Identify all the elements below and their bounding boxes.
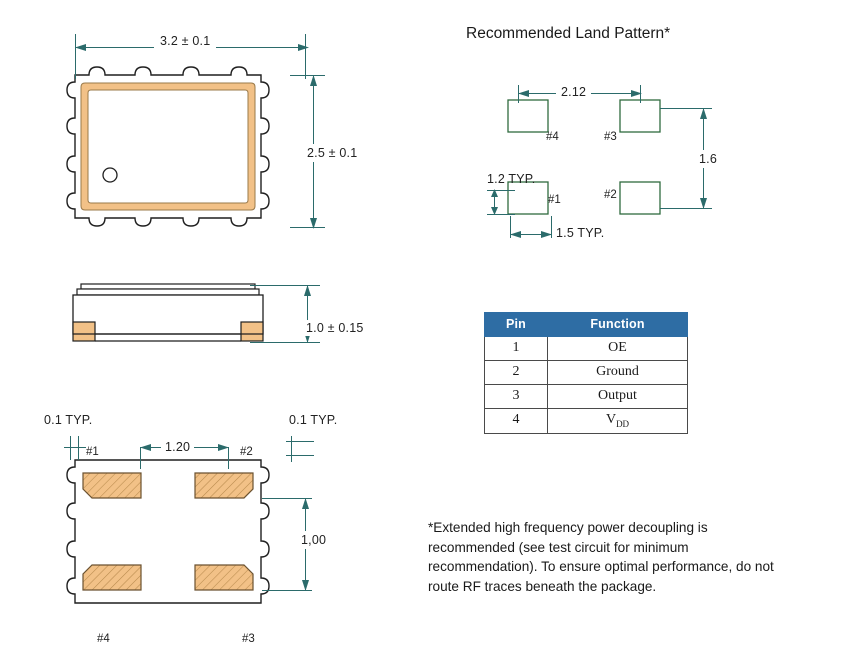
side-view-drawing [55, 280, 325, 360]
pin-number-1: 1 [485, 337, 548, 361]
land-pad-2-label: #2 [604, 189, 617, 201]
land-pad-3 [620, 100, 660, 132]
table-row [485, 361, 688, 385]
land-pad-1 [508, 182, 548, 214]
pin-number-4: 4 [485, 409, 548, 434]
pin-table-header-row [485, 313, 688, 337]
bottomview-left-gap-label: 0.1 TYP. [44, 413, 93, 427]
bottom-pad-1 [83, 473, 141, 498]
land-pad-1-label: #1 [548, 194, 561, 206]
bottomview-right-gap-line-1 [286, 441, 314, 442]
bottomview-right-ext-1 [291, 436, 292, 462]
topview-height-label: 2.5 ± 0.1 [303, 144, 361, 162]
footnote-text: *Extended high frequency power decoupling is recommended (see test circuit for minimum recommendation). To ensure optimal performance, do not route RF traces beneath the package. [428, 520, 774, 594]
bottom-pad-3 [195, 565, 253, 590]
table-row [485, 385, 688, 409]
land-pad-4 [508, 100, 548, 132]
top-view-drawing [55, 20, 325, 250]
pin-function-1: OE [548, 337, 688, 361]
bottomview-left-ext-2 [78, 436, 79, 460]
land-top-dim-label: 2.12 [556, 85, 591, 99]
land-bottom-arrows [507, 228, 555, 241]
land-pattern-heading: Recommended Land Pattern* [466, 25, 671, 42]
bottom-pad-1-label: #1 [86, 446, 99, 458]
land-pad-3-label: #3 [604, 131, 617, 143]
pin-table-header-function: Function [548, 313, 688, 337]
pin-function-table [484, 312, 688, 434]
land-padwidth-label: 1.2 TYP. [487, 172, 536, 186]
pin-number-3: 3 [485, 385, 548, 409]
land-pattern-drawing [490, 90, 720, 225]
pin-function-4-main: V [605, 412, 617, 427]
pin1-marker-dot [103, 168, 117, 182]
land-pad-2 [620, 182, 660, 214]
bottomview-right-gap-label: 0.1 TYP. [289, 413, 338, 427]
pin-function-4 [548, 409, 688, 434]
bottomview-padwidth-label: 1.20 [161, 440, 194, 454]
land-right-dim-label: 1.6 [696, 150, 720, 168]
bottomview-padwidth-ext-left [140, 447, 141, 469]
land-bottom-dim-label: 1.5 TYP. [556, 226, 605, 240]
pin-number-2: 2 [485, 361, 548, 385]
table-row [485, 409, 688, 434]
bottom-view-drawing [55, 440, 335, 650]
pin-function-4-sub: DD [616, 418, 630, 429]
bottomview-padwidth-ext-right [228, 447, 229, 469]
bottom-pad-3-label: #3 [242, 633, 255, 645]
bottomview-vert-label: 1,00 [298, 531, 329, 549]
sideview-height-label: 1.0 ± 0.15 [303, 320, 367, 336]
land-padwidth-arrows [488, 188, 501, 216]
pin-function-3: Output [548, 385, 688, 409]
bottom-pad-2 [195, 473, 253, 498]
land-pad-4-label: #4 [546, 131, 559, 143]
bottom-pad-2-label: #2 [240, 446, 253, 458]
bottom-pad-4 [83, 565, 141, 590]
bottom-pad-4-label: #4 [97, 633, 110, 645]
sideview-height-arrows [301, 282, 314, 346]
bottomview-right-gap-line-2 [286, 455, 314, 456]
bottomview-left-ext-1 [70, 436, 71, 460]
pin-function-2: Ground [548, 361, 688, 385]
topview-width-label: 3.2 ± 0.1 [154, 34, 216, 48]
bottomview-left-gap-line [64, 447, 86, 448]
pin-table-header-pin: Pin [485, 313, 548, 337]
table-row [485, 337, 688, 361]
